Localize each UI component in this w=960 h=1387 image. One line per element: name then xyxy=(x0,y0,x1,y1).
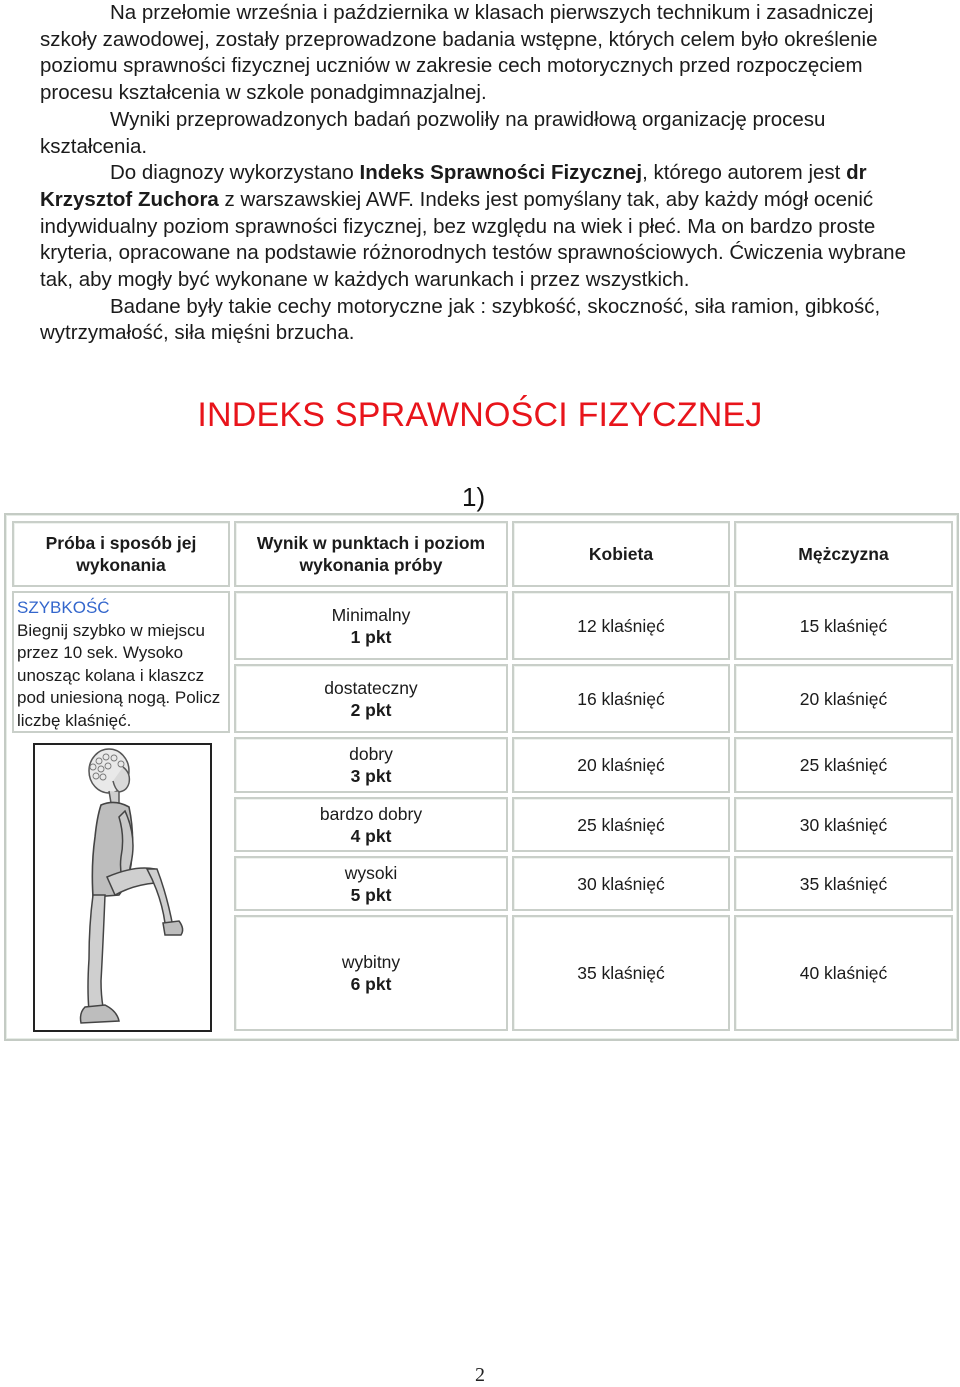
female-result-cell xyxy=(512,737,730,793)
score-points: 5 pkt xyxy=(350,884,392,905)
score-level-cell xyxy=(234,664,508,733)
female-result-cell xyxy=(512,797,730,852)
index-name: Indeks Sprawności Fizycznej xyxy=(359,161,643,185)
woman-figure-icon xyxy=(35,745,210,1030)
header-female xyxy=(512,521,730,587)
intro-p2: Wyniki przeprowadzonych badań pozwoliły na prawidłową organizację procesu kształcenia. xyxy=(40,107,826,158)
exercise-illustration xyxy=(33,743,212,1032)
header-result xyxy=(234,521,508,587)
score-points: 1 pkt xyxy=(350,626,392,647)
male-result: 20 klaśnięć xyxy=(799,688,888,709)
score-points: 4 pkt xyxy=(350,825,392,846)
score-level: Minimalny xyxy=(331,604,411,625)
female-result-cell xyxy=(512,915,730,1031)
male-result-cell xyxy=(734,664,953,733)
intro-p4: Badane były takie cechy motoryczne jak : szybkość, skoczność, siła ramion, gibkość, wytrzymałość, siła mięśni brzucha. xyxy=(40,294,881,345)
page-number: 2 xyxy=(475,1364,485,1386)
intro-paragraph xyxy=(40,160,920,294)
female-result: 30 klaśnięć xyxy=(577,873,665,894)
male-result: 15 klaśnięć xyxy=(799,615,888,636)
intro-p1: Na przełomie września i października w klasach pierwszych technikum i zasadniczej szkoły zawodowej, zostały przeprowadzone badania wstępne, których celem było określenie poziomu sprawności fizycznej uczniów w zakresie cech motorycznych przed rozpoczęciem procesu kształcenia w szkole ponadgimnazjalnej. xyxy=(40,1,878,105)
header-female-label: Kobieta xyxy=(588,544,654,564)
header-test xyxy=(12,521,230,587)
test-category: SZYBKOŚĆ xyxy=(17,598,110,617)
header-result-label: Wynik w punktach i poziom wykonania próby xyxy=(256,533,486,575)
score-level: dostateczny xyxy=(324,677,418,698)
score-level-cell xyxy=(234,737,508,793)
male-result-cell xyxy=(734,797,953,852)
female-result-cell xyxy=(512,591,730,660)
female-result: 35 klaśnięć xyxy=(577,963,665,983)
female-result: 20 klaśnięć xyxy=(577,755,665,775)
score-level-cell xyxy=(234,797,508,852)
male-result-cell xyxy=(734,591,953,660)
score-points: 3 pkt xyxy=(350,766,392,786)
score-level: wybitny xyxy=(341,952,401,972)
section-heading: INDEKS SPRAWNOŚCI FIZYCZNEJ xyxy=(197,396,763,434)
female-result: 16 klaśnięć xyxy=(577,688,665,709)
header-test-label: Próba i sposób jej wykonania xyxy=(45,533,197,575)
table-number: 1) xyxy=(462,482,486,512)
intro-p3-a: Do diagnozy wykorzystano xyxy=(110,161,360,185)
male-result-cell xyxy=(734,915,953,1031)
female-result: 25 klaśnięć xyxy=(577,814,665,835)
score-points: 6 pkt xyxy=(350,974,392,994)
intro-p3-c: , którego autorem jest xyxy=(642,161,847,185)
score-points: 2 pkt xyxy=(350,699,392,720)
score-level-cell xyxy=(234,856,508,911)
fitness-index-table xyxy=(4,513,959,1041)
score-level: bardzo dobry xyxy=(319,803,423,824)
female-result-cell xyxy=(512,664,730,733)
male-result: 35 klaśnięć xyxy=(799,873,888,894)
test-description-cell xyxy=(12,591,230,733)
male-result-cell xyxy=(734,737,953,793)
male-result: 25 klaśnięć xyxy=(799,755,888,775)
score-level: wysoki xyxy=(344,862,398,883)
female-result-cell xyxy=(512,856,730,911)
score-level-cell xyxy=(234,915,508,1031)
test-description: Biegnij szybko w miejscu przez 10 sek. Wysoko unosząc kolana i klaszcz pod uniesioną nogą. Policz liczbę klaśnięć. xyxy=(17,620,221,730)
female-result: 12 klaśnięć xyxy=(577,615,665,636)
intro-paragraph xyxy=(40,294,920,347)
score-level: dobry xyxy=(349,744,393,764)
author-name: dr Krzysztof Zuchora xyxy=(40,161,867,211)
intro-paragraph xyxy=(40,0,920,107)
intro-p3-e: z warszawskiej AWF. Indeks jest pomyślany tak, aby każdy mógł ocenić indywidualny poziom sprawności fizycznej, bez względu na wiek i płeć. Ma on bardzo proste kryteria, opracowane na podstawie różnorodnych testów sprawnościowych. Ćwiczenia wybrane tak, aby mogły być wykonane w każdych warunkach i przez wszystkich. xyxy=(40,187,906,292)
score-level-cell xyxy=(234,591,508,660)
male-result: 30 klaśnięć xyxy=(799,814,888,835)
male-result-cell xyxy=(734,856,953,911)
header-male xyxy=(734,521,953,587)
male-result: 40 klaśnięć xyxy=(799,963,888,983)
intro-paragraph xyxy=(40,107,920,160)
intro-text xyxy=(40,0,920,347)
header-male-label: Mężczyzna xyxy=(798,544,889,564)
